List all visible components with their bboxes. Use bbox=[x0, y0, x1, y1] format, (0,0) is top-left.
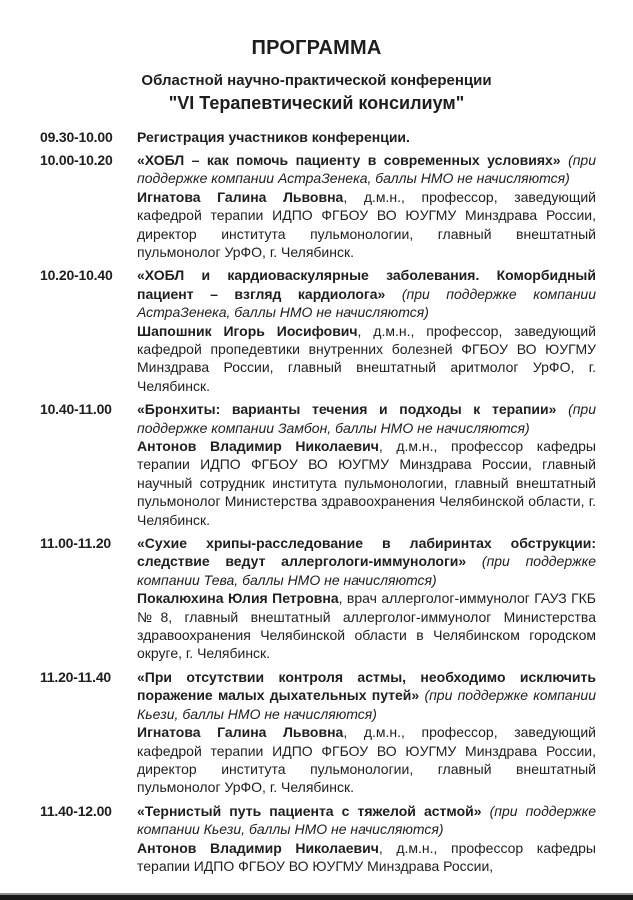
speaker-details: , д.м.н., профессор кафедры терапии ИДПО ФГБОУ ВО ЮУГМУ Минздрава России, главный научный сотрудник института пульмонологии, главный внештатный пульмонолог Министерства здравоохранения Челябинской области, г. Челябинск. bbox=[137, 438, 596, 528]
session-description bbox=[137, 534, 596, 589]
session-content bbox=[137, 534, 596, 663]
sponsor-note: (при поддержке компании Замбон, баллы НМО не начисляются) bbox=[137, 401, 597, 436]
schedule-list bbox=[40, 128, 596, 876]
session-description bbox=[137, 151, 596, 188]
session-content bbox=[137, 128, 596, 146]
speaker-name: Антонов Владимир Николаевич bbox=[137, 438, 379, 454]
speaker-name: Антонов Владимир Николаевич bbox=[137, 839, 379, 856]
speaker-paragraph bbox=[137, 322, 596, 396]
conference-subtitle: Областной научно-практической конференции bbox=[141, 72, 492, 89]
time-slot: 09.30-10.00 bbox=[40, 128, 113, 145]
document-header bbox=[0, 36, 633, 115]
conference-name: "VI Терапевтический консилиум" bbox=[168, 93, 465, 113]
sponsor-note: (при поддержке компании АстраЗенека, баллы НМО не начисляются) bbox=[137, 151, 597, 187]
time-slot: 11.20-11.40 bbox=[40, 668, 111, 685]
session-title: «Тернистый путь пациента с тяжелой астмой» bbox=[137, 802, 482, 819]
speaker-paragraph bbox=[137, 589, 596, 663]
speaker-details: , врач аллерголог-иммунолог ГАУЗ ГКБ №8, главный внештатный аллерголог-иммунолог Министерства здравоохранения Челябинской области в Челябинском городском округе, г. Челябинск. bbox=[137, 590, 596, 662]
speaker-name: Покалюхина Юлия Петровна bbox=[137, 590, 339, 607]
session-description bbox=[137, 128, 596, 146]
page-title: ПРОГРАММА bbox=[251, 37, 382, 59]
schedule-item bbox=[40, 151, 596, 261]
time-slot: 10.40-11.00 bbox=[40, 401, 112, 418]
session-description bbox=[137, 400, 596, 437]
session-content bbox=[137, 151, 596, 261]
session-title: Регистрация участников конференции. bbox=[137, 128, 410, 145]
speaker-paragraph bbox=[137, 437, 596, 529]
sponsor-note: (при поддержке компании Кьези, баллы НМО не начисляются) bbox=[137, 687, 596, 722]
speaker-details: , д.м.н., профессор кафедры терапии ИДПО ФГБОУ ВО ЮУГМУ Минздрава России, bbox=[137, 839, 596, 874]
sponsor-note: (при поддержке компании Тева, баллы НМО не начисляются) bbox=[137, 553, 596, 588]
time-slot: 10.00-10.20 bbox=[40, 151, 113, 168]
time-slot: 11.40-12.00 bbox=[40, 802, 112, 819]
schedule-item bbox=[40, 400, 596, 529]
schedule-item bbox=[40, 534, 596, 663]
speaker-name: Игнатова Галина Львовна bbox=[137, 188, 344, 205]
speaker-details: , д.м.н., профессор, заведующий кафедрой пропедевтики внутренних болезней ФГБОУ ВО ЮУГМУ Минздрава России, главный внештатный аритмолог УрФО, г. Челябинск. bbox=[137, 322, 596, 394]
sponsor-note: (при поддержке компании Кьези, баллы НМО не начисляются) bbox=[137, 802, 596, 838]
speaker-paragraph bbox=[137, 723, 596, 797]
time-slot: 10.20-10.40 bbox=[40, 267, 113, 284]
session-description bbox=[137, 668, 596, 723]
time-slot: 11.00-11.20 bbox=[40, 535, 111, 552]
session-content bbox=[137, 400, 596, 529]
session-description bbox=[137, 266, 596, 321]
session-content bbox=[137, 802, 596, 876]
session-title: «ХОБЛ и кардиоваскулярные заболевания. Коморбидный пациент – взгляд кардиолога» bbox=[137, 267, 596, 302]
session-title: «Сухие хрипы-расследование в лабиринтах обструкции: следствие ведут аллергологи-иммунологи» bbox=[137, 535, 596, 570]
speaker-paragraph bbox=[137, 188, 596, 262]
speaker-name: Игнатова Галина Львовна bbox=[137, 724, 344, 741]
schedule-item bbox=[40, 802, 596, 876]
session-content bbox=[137, 266, 596, 395]
session-title: «ХОБЛ – как помочь пациенту в современных условиях» bbox=[137, 151, 561, 168]
speaker-details: , д.м.н., профессор, заведующий кафедрой терапии ИДПО ФГБОУ ВО ЮУГМУ Минздрава России, директор института пульмонологии, главный внештатный пульмонолог УрФО, г. Челябинск. bbox=[137, 188, 596, 260]
sponsor-note: (при поддержке компании АстраЗенека, баллы НМО не начисляются) bbox=[137, 285, 596, 321]
schedule-item bbox=[40, 668, 596, 797]
session-description bbox=[137, 802, 596, 839]
session-title: «При отсутствии контроля астмы, необходимо исключить поражение малых дыхательных путей» bbox=[137, 668, 596, 704]
session-title: «Бронхиты: варианты течения и подходы к терапии» bbox=[137, 401, 557, 418]
speaker-details: , д.м.н., профессор, заведующий кафедрой терапии ИДПО ФГБОУ ВО ЮУГМУ Минздрава России, директор института пульмонологии, главный внештатный пульмонолог УрФО, г. Челябинск. bbox=[137, 724, 596, 796]
page-bottom-border bbox=[0, 893, 633, 900]
session-content bbox=[137, 668, 596, 797]
speaker-paragraph bbox=[137, 839, 596, 876]
speaker-name: Шапошник Игорь Иосифович bbox=[137, 322, 358, 339]
schedule-item bbox=[40, 128, 596, 146]
schedule-item bbox=[40, 266, 596, 395]
